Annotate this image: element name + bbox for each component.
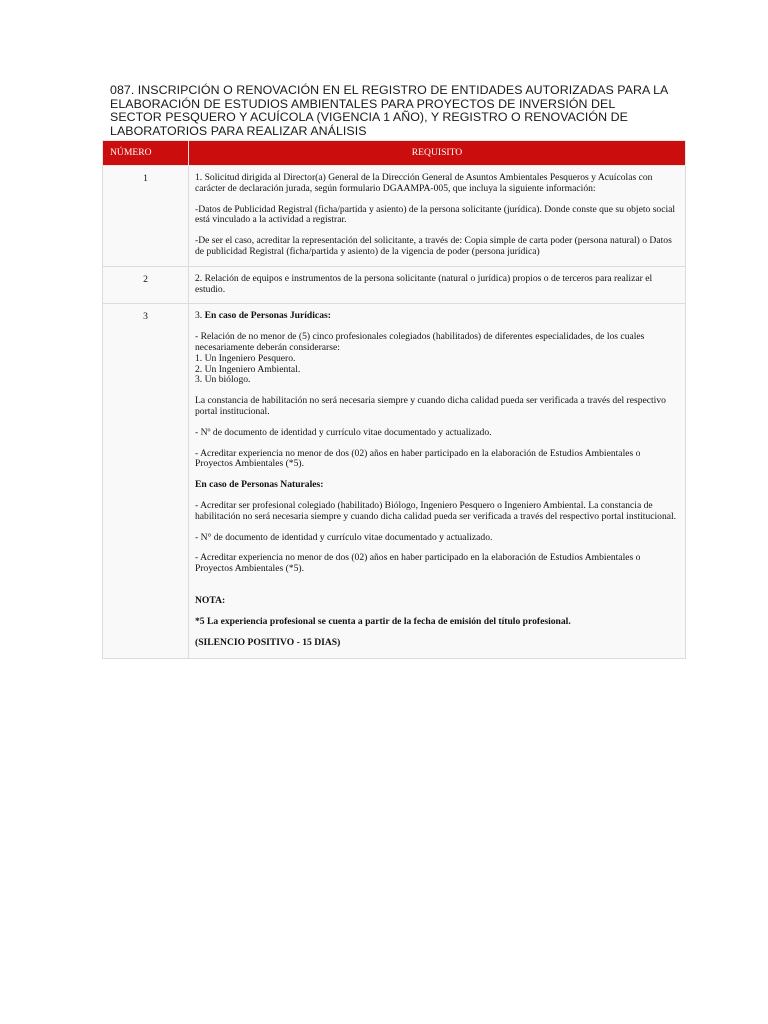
row-number: 2 [103,266,189,304]
nota-text: *5 La experiencia profesional se cuenta a partir de la fecha de emisión del título profesional. [195,615,571,627]
naturales-documento-paragraph: - N° de documento de identidad y currículo vitae documentado y actualizado. [195,531,493,543]
naturales-heading: En caso de Personas Naturales: [195,479,324,491]
requirement-paragraph: 2. Relación de equipos e instrumentos de la persona solicitante (natural o jurídica) propios o de terceros para realizar el estudio. [195,272,653,295]
relacion-block [195,332,677,386]
list-item: 3. Un biólogo. [195,374,251,386]
nota-heading: NOTA: [195,594,226,606]
requirement-paragraph: -Datos de Publicidad Registral (ficha/partida y asiento) de la persona solicitante (jurídica). Donde conste que su objeto social está vinculado a la actividad a registrar. [195,203,676,226]
table-row [103,266,686,304]
constancia-paragraph: La constancia de habilitación no será necesaria siempre y cuando dicha calidad pueda ser verificada a través del respectivo portal institucional. [195,395,666,417]
juridicas-heading [195,311,677,322]
heading-prefix: 3. [195,310,205,322]
row-number: 1 [103,166,189,267]
row-requirement [189,304,686,659]
relacion-text: - Relación de no menor de (5) cinco profesionales colegiados (habilitados) de diferentes especialidades, de los cuales necesariamente deberán considerarse: [195,331,645,353]
documento-paragraph: - Nº de documento de identidad y currículo vitae documentado y actualizado. [195,426,492,438]
header-numero: NÚMERO [103,141,189,166]
row-requirement [189,166,686,267]
table-row [103,304,686,659]
table-header-row [103,141,686,166]
naturales-experiencia-paragraph: - Acreditar experiencia no menor de dos (02) años en haber participado en la elaboración de Estudios Ambientales o Proyectos Ambientales (*5). [195,552,641,575]
requirements-table [102,140,686,659]
page-title: 087. INSCRIPCIÓN O RENOVACIÓN EN EL REGISTRO DE ENTIDADES AUTORIZADAS PARA LA ELABORACIÓN DE ESTUDIOS AMBIENTALES PARA PROYECTOS DE INVERSIÓN DEL SECTOR PESQUERO Y ACUÍCOLA (VIGENCIA 1 AÑO), Y REGISTRO O RENOVACIÓN DE LABORATORIOS PARA REALIZAR ANÁLISIS [110,83,668,138]
list-item: 2. Un Ingeniero Ambiental. [195,363,301,375]
row-number: 3 [103,304,189,659]
heading-bold: En caso de Personas Jurídicas: [204,310,331,322]
requirement-paragraph: 1. Solicitud dirigida al Director(a) General de la Dirección General de Asuntos Ambientales Pesqueros y Acuícolas con carácter de declaración jurada, según formulario DGAAMPA-005, que incluya la siguiente información: [195,172,653,194]
experiencia-paragraph: - Acreditar experiencia no menor de dos (02) años en haber participado en la elaboración de Estudios Ambientales o Proyectos Ambientales (*5). [195,447,641,470]
header-requisito: REQUISITO [189,141,686,166]
requirement-paragraph: -De ser el caso, acreditar la representación del solicitante, a través de: Copia simple de carta poder (persona natural) o Datos de publicidad Registral (ficha/partida y asiento) de la vigencia de poder (persona jurídica) [195,235,672,257]
naturales-acreditar-paragraph: - Acreditar ser profesional colegiado (habilitado) Biólogo, Ingeniero Pesquero o Ingeniero Ambiental. La constancia de habilitación no será necesaria siempre y cuando dicha calidad pueda ser verificada a través del respectivo portal institucional. [195,499,677,522]
table-row [103,166,686,267]
row-requirement [189,266,686,304]
list-item: 1. Un Ingeniero Pesquero. [195,352,296,364]
silencio-positivo: (SILENCIO POSITIVO - 15 DIAS) [195,636,341,648]
